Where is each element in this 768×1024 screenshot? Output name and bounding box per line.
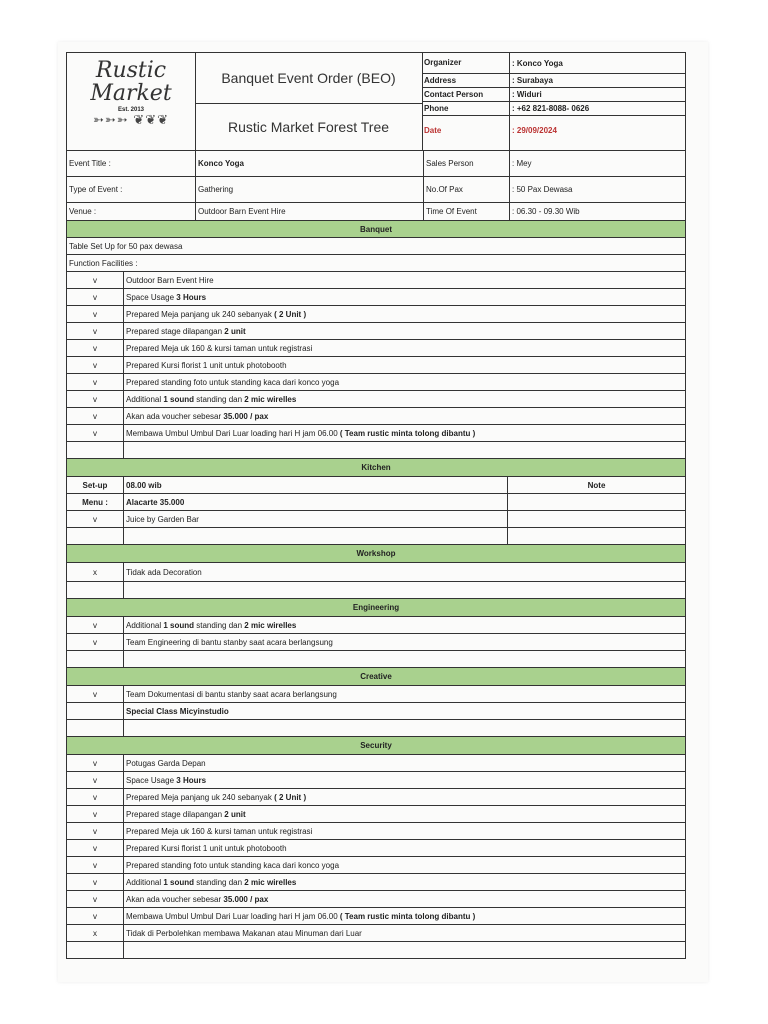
rustic-market-logo — [67, 53, 196, 150]
table-row — [67, 323, 685, 340]
item-text-bold: 2 unit — [224, 326, 246, 336]
table-row — [67, 272, 685, 289]
info-value: : Konco Yoga — [512, 58, 563, 68]
item-text — [124, 755, 685, 771]
item-text — [124, 806, 685, 822]
info-row — [422, 53, 685, 74]
item-text — [124, 323, 685, 339]
table-row — [67, 634, 685, 651]
security-items — [67, 755, 685, 942]
check-mark: v — [67, 891, 124, 907]
info-value: : +62 821-8088- 0626 — [512, 104, 590, 113]
table-row — [67, 840, 685, 857]
item-text — [124, 374, 685, 390]
section-banquet: Banquet — [67, 221, 685, 238]
item-text — [124, 823, 685, 839]
item-text-part: Potugas Garda Depan — [126, 758, 206, 768]
sales-person-value: : Mey — [512, 159, 532, 168]
item-text-part: Additional — [126, 620, 164, 630]
item-text-part: Prepared Meja uk 160 & kursi taman untuk registrasi — [126, 826, 313, 836]
item-text — [124, 272, 685, 288]
event-title-label: Event Title : — [67, 151, 196, 176]
facilities-label: Function Facilities : — [69, 258, 138, 268]
info-label: Phone — [422, 102, 510, 115]
workshop-row — [67, 563, 685, 582]
blank-row — [67, 528, 685, 545]
item-text — [124, 789, 685, 805]
info-label: Address — [422, 74, 510, 87]
table-row — [67, 772, 685, 789]
item-text-part: Membawa Umbul Umbul Dari Luar loading hari H jam 06.00 — [126, 911, 340, 921]
check-mark: v — [67, 806, 124, 822]
item-text — [124, 391, 685, 407]
item-text-part: standing dan — [194, 877, 245, 887]
check-mark: v — [67, 840, 124, 856]
item-text — [124, 703, 685, 719]
item-text-part: Membawa Umbul Umbul Dari Luar loading hari H jam 06.00 — [126, 428, 340, 438]
item-text-bold: 1 sound — [163, 620, 195, 630]
check-mark: v — [67, 511, 124, 527]
check-mark: v — [67, 340, 124, 356]
table-row — [67, 891, 685, 908]
kitchen-menu-label: Menu : — [67, 494, 124, 510]
item-text-bold: 3 Hours — [176, 775, 207, 785]
item-text-bold: 2 unit — [224, 809, 246, 819]
item-text-part: Additional — [126, 394, 164, 404]
engineering-items — [67, 617, 685, 651]
pax-label: No.Of Pax — [424, 177, 510, 202]
item-text — [124, 340, 685, 356]
check-mark: v — [67, 755, 124, 771]
setup-line: Table Set Up for 50 pax dewasa — [69, 241, 183, 251]
check-mark: v — [67, 306, 124, 322]
cross-mark: x — [67, 563, 124, 581]
check-mark: v — [67, 789, 124, 805]
event-type-label: Type of Event : — [67, 177, 196, 202]
item-text — [124, 686, 685, 702]
blank-row — [67, 582, 685, 599]
item-text-bold: 2 mic wirelles — [244, 394, 297, 404]
check-mark: v — [67, 374, 124, 390]
check-mark: v — [67, 391, 124, 407]
info-label: Organizer — [422, 53, 510, 73]
table-row — [67, 874, 685, 891]
venue-value: Outdoor Barn Event Hire — [196, 203, 424, 220]
item-text-part: Outdoor Barn Event Hire — [126, 275, 214, 285]
venue-name: Rustic Market Forest Tree — [195, 103, 423, 150]
beo-form — [66, 52, 686, 959]
table-row — [67, 789, 685, 806]
item-text-part: Tidak di Perbolehkan membawa Makanan atau Minuman dari Luar — [126, 928, 362, 938]
paper-sheet — [58, 42, 708, 982]
item-text-part: Prepared standing foto untuk standing kaca dari konco yoga — [126, 860, 340, 870]
info-row — [422, 102, 685, 116]
item-text — [124, 357, 685, 373]
item-text — [124, 617, 685, 633]
item-text-part: Prepared stage dilapangan — [126, 809, 225, 819]
sales-person-label: Sales Person — [424, 151, 510, 176]
item-text-bold: 2 mic wirelles — [244, 620, 297, 630]
event-type-row — [67, 177, 685, 203]
item-text-bold: ( Team rustic minta tolong dibantu ) — [339, 428, 476, 438]
venue-row — [67, 203, 685, 221]
time-label: Time Of Event — [424, 203, 510, 220]
kitchen-item-text: Juice by Garden Bar — [124, 511, 508, 527]
item-text — [124, 925, 685, 941]
check-mark: v — [67, 289, 124, 305]
table-row — [67, 925, 685, 942]
blank-row — [67, 442, 685, 459]
kitchen-note-label: Note — [587, 480, 606, 490]
check-mark: v — [67, 908, 124, 924]
item-text-part: Prepared Kursi florist 1 unit untuk photobooth — [126, 360, 287, 370]
kitchen-setup-label: Set-up — [67, 477, 124, 493]
info-label: Date — [422, 116, 510, 150]
item-text-part: Space Usage — [126, 775, 177, 785]
section-engineering: Engineering — [67, 599, 685, 617]
workshop-text: Tidak ada Decoration — [126, 567, 202, 577]
table-row — [67, 340, 685, 357]
kitchen-item-row — [67, 511, 685, 528]
banquet-items — [67, 272, 685, 442]
facilities-label-row — [67, 255, 685, 272]
check-mark — [67, 703, 124, 719]
kitchen-setup-value: 08.00 wib — [124, 477, 508, 493]
check-mark: v — [67, 823, 124, 839]
check-mark: v — [67, 857, 124, 873]
info-row — [422, 88, 685, 102]
table-row — [67, 755, 685, 772]
table-row — [67, 806, 685, 823]
table-row — [67, 857, 685, 874]
item-text-part: Prepared Meja uk 160 & kursi taman untuk registrasi — [126, 343, 313, 353]
table-row — [67, 703, 685, 720]
table-row — [67, 686, 685, 703]
cross-mark: x — [67, 925, 124, 941]
fern-icon: ➳➳➳ ❦❦❦ — [93, 112, 169, 127]
section-kitchen: Kitchen — [67, 459, 685, 477]
item-text-part: Team Engineering di bantu stanby saat acara berlangsung — [126, 637, 333, 647]
info-value: : Widuri — [512, 90, 542, 99]
section-workshop: Workshop — [67, 545, 685, 563]
item-text-bold: 2 mic wirelles — [244, 877, 297, 887]
kitchen-menu-row — [67, 494, 685, 511]
item-text-bold: 1 sound — [163, 394, 195, 404]
item-text — [124, 289, 685, 305]
item-text — [124, 840, 685, 856]
table-row — [67, 357, 685, 374]
table-row — [67, 289, 685, 306]
item-text-part: Space Usage — [126, 292, 177, 302]
check-mark: v — [67, 357, 124, 373]
table-row — [67, 408, 685, 425]
item-text-bold: ( 2 Unit ) — [274, 309, 307, 319]
item-text-bold: Special Class Micyinstudio — [126, 706, 229, 716]
item-text-part: Team Dokumentasi di bantu stanby saat acara berlangsung — [126, 689, 337, 699]
check-mark: v — [67, 425, 124, 441]
item-text-bold: 3 Hours — [176, 292, 207, 302]
item-text-bold: 1 sound — [163, 877, 195, 887]
time-value: : 06.30 - 09.30 Wib — [512, 207, 580, 216]
item-text — [124, 425, 685, 441]
info-value: : Surabaya — [512, 76, 553, 85]
kitchen-setup-row — [67, 477, 685, 494]
item-text — [124, 891, 685, 907]
item-text-bold: 35.000 / pax — [223, 411, 269, 421]
item-text — [124, 772, 685, 788]
item-text — [124, 306, 685, 322]
event-type-value: Gathering — [196, 177, 424, 202]
kitchen-menu-value: Alacarte 35.000 — [124, 494, 508, 510]
item-text-part: Prepared stage dilapangan — [126, 326, 225, 336]
blank-row — [67, 720, 685, 737]
item-text — [124, 874, 685, 890]
table-row — [67, 391, 685, 408]
check-mark: v — [67, 323, 124, 339]
creative-items — [67, 686, 685, 720]
logo-line2: Market — [90, 81, 172, 106]
item-text-bold: 35.000 / pax — [223, 894, 269, 904]
item-text — [124, 408, 685, 424]
section-security: Security — [67, 737, 685, 755]
item-text-part: Additional — [126, 877, 164, 887]
pax-value: : 50 Pax Dewasa — [512, 185, 573, 194]
item-text-part: standing dan — [194, 394, 245, 404]
item-text-part: Akan ada voucher sebesar — [126, 894, 224, 904]
info-row — [422, 74, 685, 88]
venue-label: Venue : — [67, 203, 196, 220]
logo-line1: Rustic — [95, 58, 167, 83]
table-row — [67, 617, 685, 634]
check-mark: v — [67, 634, 124, 650]
check-mark: v — [67, 617, 124, 633]
item-text-bold: ( 2 Unit ) — [274, 792, 307, 802]
blank-row — [67, 942, 685, 959]
form-header — [67, 53, 685, 151]
item-text-part: Akan ada voucher sebesar — [126, 411, 224, 421]
event-title-value: Konco Yoga — [196, 151, 424, 176]
logo-est: Est. 2013 — [117, 107, 145, 113]
blank-row — [67, 651, 685, 668]
check-mark: v — [67, 408, 124, 424]
check-mark: v — [67, 772, 124, 788]
table-row — [67, 425, 685, 442]
check-mark: v — [67, 272, 124, 288]
organizer-info — [422, 53, 685, 150]
item-text-part: Prepared Meja panjang uk 240 sebanyak — [126, 792, 275, 802]
item-text — [124, 857, 685, 873]
form-title: Banquet Event Order (BEO) — [195, 53, 423, 104]
table-row — [67, 823, 685, 840]
table-row — [67, 374, 685, 391]
item-text-part: Prepared Kursi florist 1 unit untuk photobooth — [126, 843, 287, 853]
check-mark: v — [67, 686, 124, 702]
item-text — [124, 908, 685, 924]
item-text-part: Prepared standing foto untuk standing kaca dari konco yoga — [126, 377, 340, 387]
table-row — [67, 306, 685, 323]
setup-line-row — [67, 238, 685, 255]
item-text — [124, 634, 685, 650]
info-value: : 29/09/2024 — [512, 126, 557, 135]
info-row-date — [422, 116, 685, 150]
item-text-part: Prepared Meja panjang uk 240 sebanyak — [126, 309, 275, 319]
item-text-part: standing dan — [194, 620, 245, 630]
info-label: Contact Person — [422, 88, 510, 101]
check-mark: v — [67, 874, 124, 890]
section-creative: Creative — [67, 668, 685, 686]
event-title-row — [67, 151, 685, 177]
item-text-bold: ( Team rustic minta tolong dibantu ) — [339, 911, 476, 921]
table-row — [67, 908, 685, 925]
